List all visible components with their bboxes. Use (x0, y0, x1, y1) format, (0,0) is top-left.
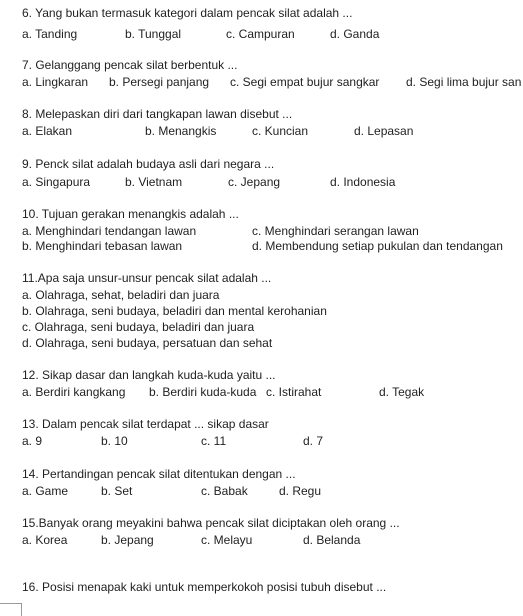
question-14: 14. Pertandingan pencak silat ditentukan dengan ... (22, 467, 296, 481)
q11-option-d: d. Olahraga, seni budaya, persatuan dan sehat (22, 336, 273, 350)
question-6: 6. Yang bukan termasuk kategori dalam pencak silat adalah ... (22, 6, 353, 20)
q7-option-b: b. Persegi panjang (109, 75, 210, 89)
q8-option-b: b. Menangkis (145, 124, 217, 138)
q8-option-d: d. Lepasan (354, 124, 414, 138)
q10-option-b: b. Menghindari tebasan lawan (22, 239, 183, 253)
q10-option-c: c. Menghindari serangan lawan (252, 224, 419, 238)
question-11: 11.Apa saja unsur-unsur pencak silat adalah ... (22, 271, 272, 285)
question-13: 13. Dalam pencak silat terdapat ... sikap dasar (22, 417, 269, 431)
q8-option-c: c. Kuncian (252, 124, 309, 138)
q12-option-b: b. Berdiri kuda-kuda (149, 385, 257, 399)
q13-option-c: c. 11 (201, 434, 227, 448)
q15-option-b: b. Jepang (101, 533, 154, 547)
q6-option-c: c. Campuran (226, 27, 295, 41)
q12-option-d: d. Tegak (379, 385, 425, 399)
q12-option-c: c. Istirahat (266, 385, 322, 399)
q9-option-c: c. Jepang (228, 175, 281, 189)
q7-option-c: c. Segi empat bujur sangkar (230, 75, 380, 89)
question-12: 12. Sikap dasar dan langkah kuda-kuda yaitu ... (22, 368, 276, 382)
question-16: 16. Posisi menapak kaki untuk memperkokoh posisi tubuh disebut ... (22, 580, 387, 594)
q11-option-b: b. Olahraga, seni budaya, beladiri dan mental kerohanian (22, 304, 327, 318)
q11-option-c: c. Olahraga, seni budaya, beladiri dan juara (22, 320, 255, 334)
q10-option-d: d. Membendung setiap pukulan dan tendangan (252, 239, 503, 253)
q11-option-a: a. Olahraga, sehat, beladiri dan juara (22, 288, 220, 302)
answer-box-edge (0, 603, 22, 616)
q15-option-a: a. Korea (22, 533, 68, 547)
q15-option-c: c. Melayu (201, 533, 253, 547)
question-10: 10. Tujuan gerakan menangkis adalah ... (22, 207, 239, 221)
q9-option-b: b. Vietnam (125, 175, 183, 189)
q13-option-a: a. 9 (22, 434, 43, 448)
question-15: 15.Banyak orang meyakini bahwa pencak silat diciptakan oleh orang ... (22, 516, 400, 530)
q12-option-a: a. Berdiri kangkang (22, 385, 126, 399)
q14-option-a: a. Game (22, 484, 69, 498)
q13-option-b: b. 10 (101, 434, 128, 448)
q14-option-d: d. Regu (279, 484, 322, 498)
q7-option-a: a. Lingkaran (22, 75, 89, 89)
question-9: 9. Penck silat adalah budaya asli dari negara ... (22, 157, 275, 171)
q9-option-a: a. Singapura (22, 175, 91, 189)
q6-option-d: d. Ganda (330, 27, 380, 41)
q13-option-d: d. 7 (303, 434, 324, 448)
q7-option-d: d. Segi lima bujur san (406, 75, 522, 89)
question-7: 7. Gelanggang pencak silat berbentuk ... (22, 58, 238, 72)
q9-option-d: d. Indonesia (330, 175, 396, 189)
q8-option-a: a. Elakan (22, 124, 73, 138)
question-8: 8. Melepaskan diri dari tangkapan lawan disebut ... (22, 107, 293, 121)
q14-option-b: b. Set (101, 484, 133, 498)
q6-option-a: a. Tanding (22, 27, 78, 41)
q6-option-b: b. Tunggal (125, 27, 182, 41)
q10-option-a: a. Menghindari tendangan lawan (22, 224, 197, 238)
q15-option-d: d. Belanda (303, 533, 361, 547)
q14-option-c: c. Babak (201, 484, 248, 498)
